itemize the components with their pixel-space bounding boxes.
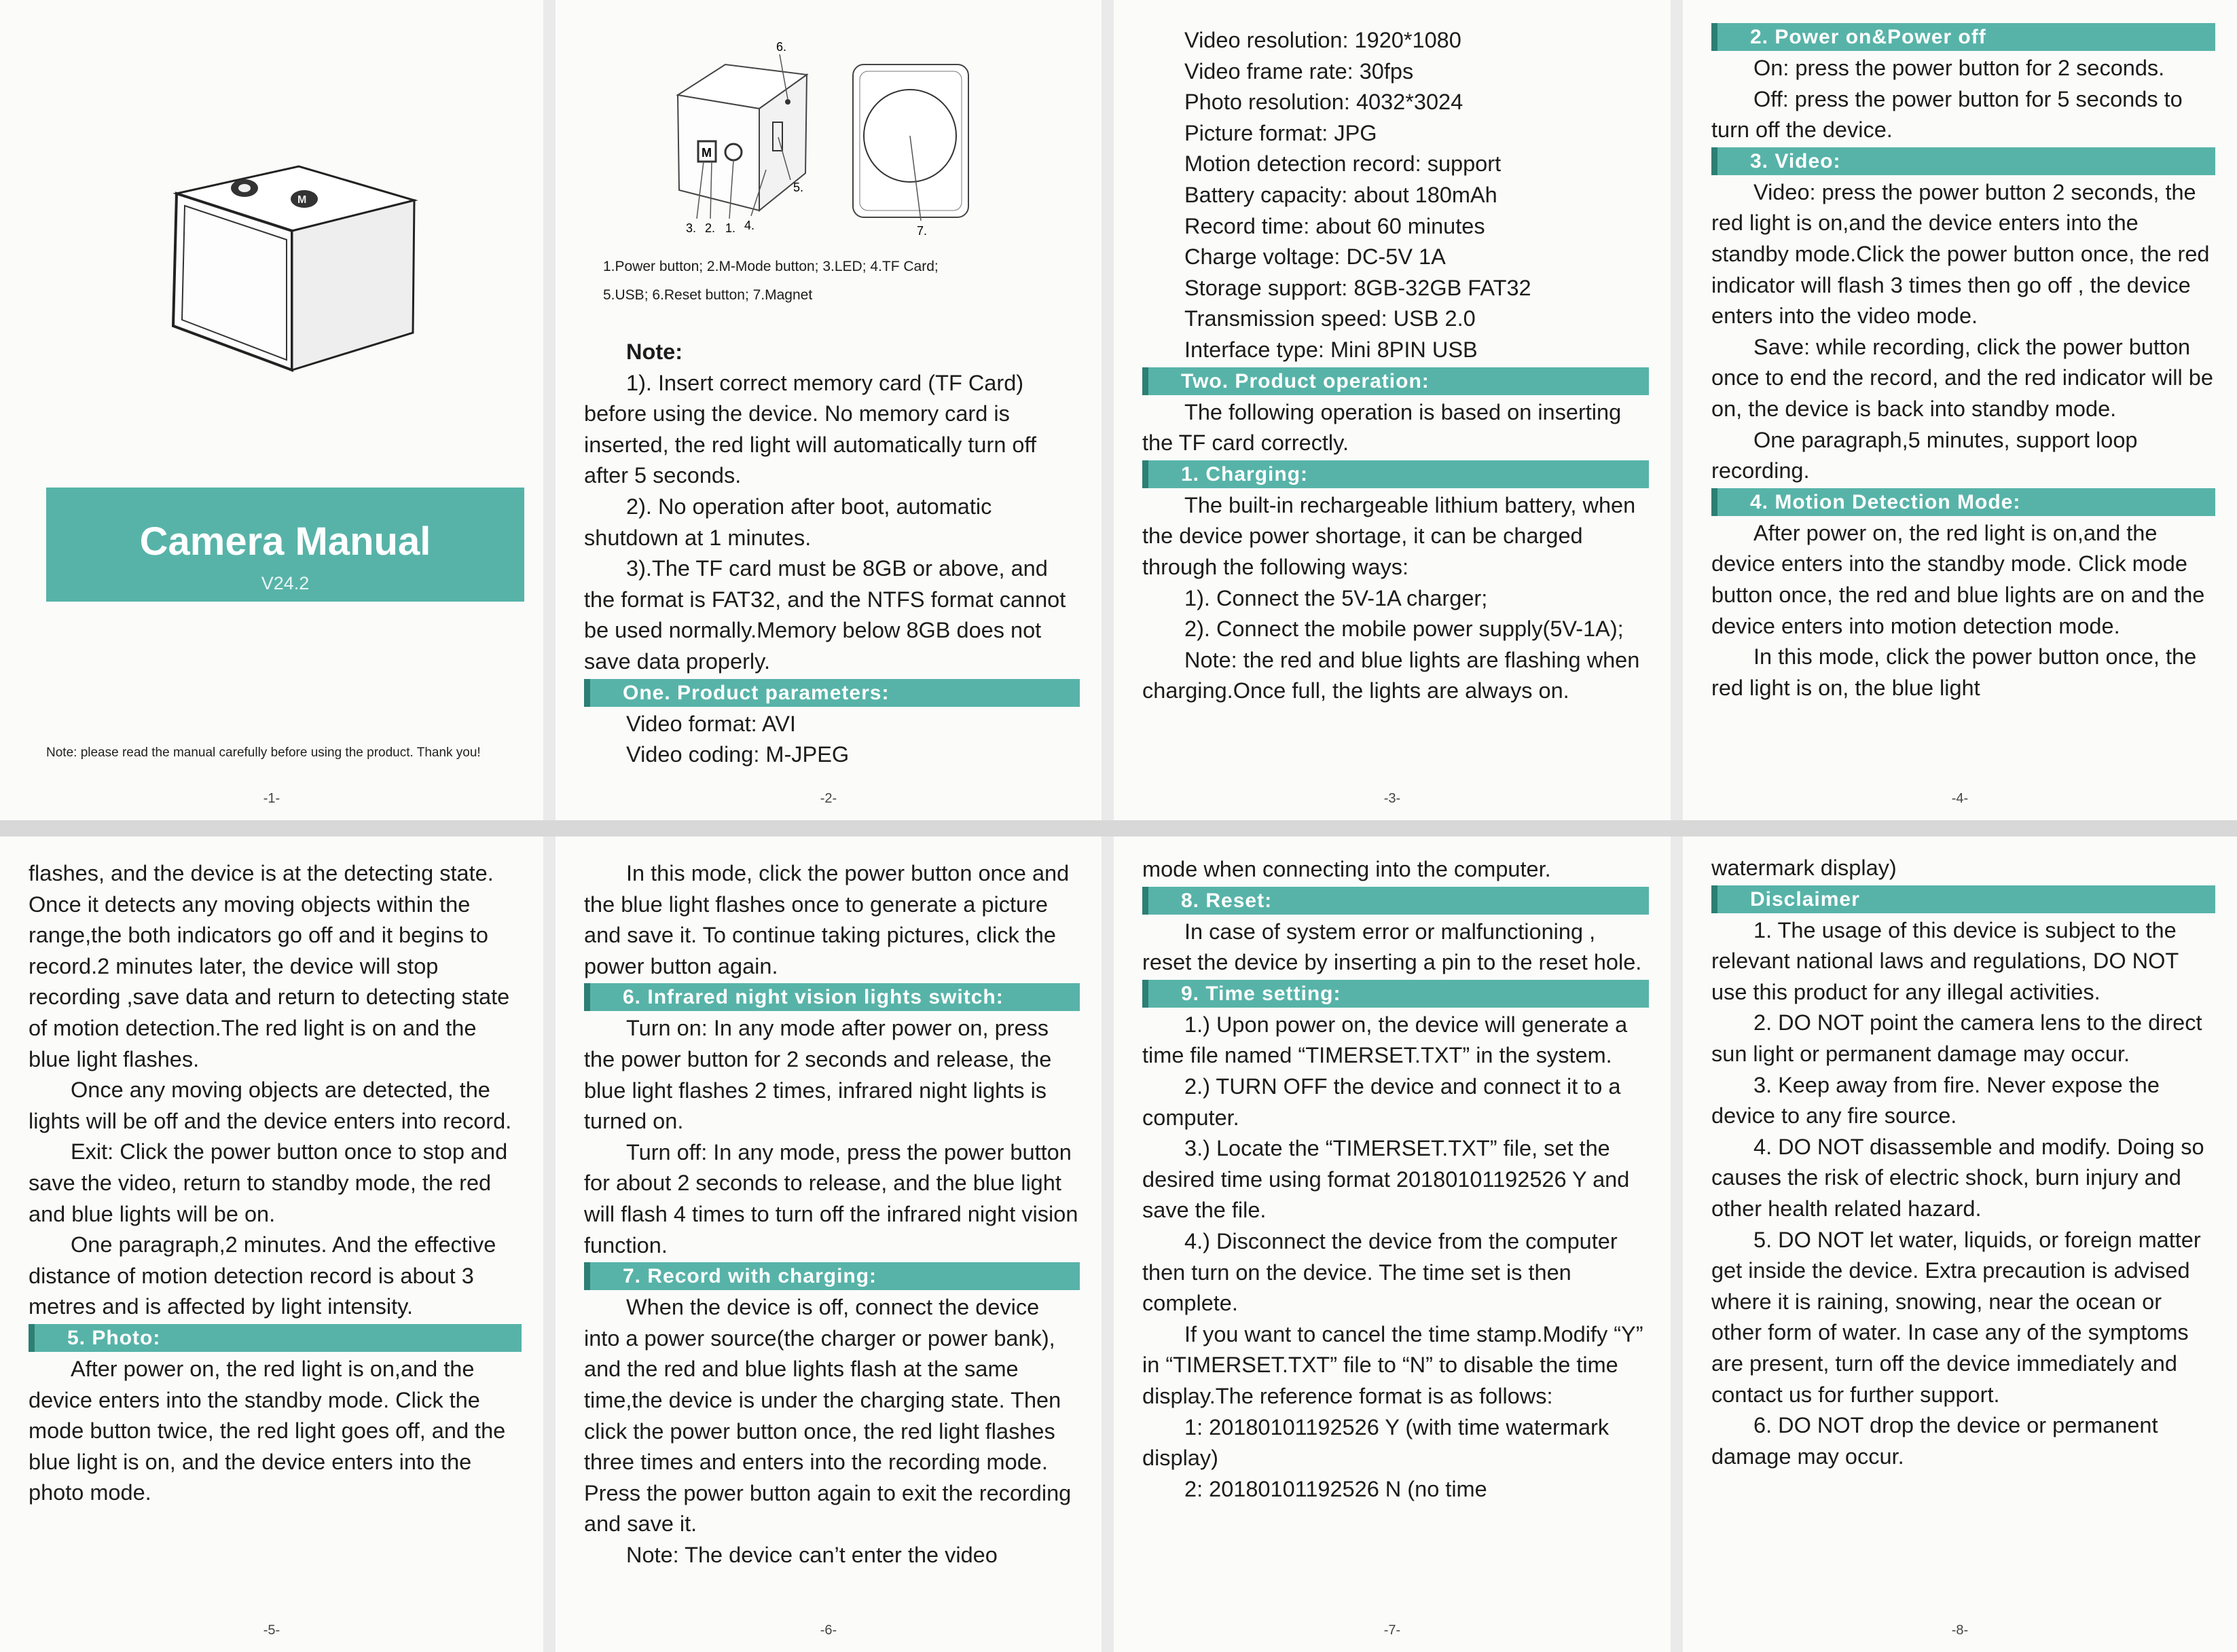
param-item: Video resolution: 1920*1080 — [1184, 28, 1461, 52]
section-heading-charging: 1. Charging: — [1142, 460, 1649, 488]
record-charging-note: Note: The device can’t enter the video — [626, 1542, 998, 1567]
charging-option-1: 1). Connect the 5V-1A charger; — [1184, 585, 1488, 610]
page-number: -6- — [820, 1623, 837, 1638]
section-heading-reset: 8. Reset: — [1142, 887, 1649, 915]
param-item: Picture format: JPG — [1184, 120, 1377, 145]
param-item: Transmission speed: USB 2.0 — [1184, 306, 1476, 331]
svg-text:M: M — [702, 146, 712, 160]
section-heading-time-setting: 9. Time setting: — [1142, 980, 1649, 1008]
page-number: -2- — [820, 791, 837, 806]
time-format-1: 1: 20180101192526 Y (with time watermark display) — [1142, 1414, 1609, 1471]
cover-title-banner — [46, 488, 524, 602]
page-4 — [1683, 0, 2237, 820]
param-item: Motion detection record: support — [1184, 151, 1502, 177]
time-step-3: 3.) Locate the “TIMERSET.TXT” file, set the desired time using format 20180101192526 Y and save the file. — [1142, 1136, 1630, 1223]
page-3-content — [1142, 25, 1649, 707]
motion-text-3: flashes, and the device is at the detecting state. Once it detects any moving objects within the range,the both indicators go off and it begins to record.2 minutes later, the device will stop recording ,save data and return to detecting state of motion detection.The red light is on and the blue light flashes. — [29, 861, 510, 1071]
disclaimer-item: 4. DO NOT disassemble and modify. Doing so causes the risk of electric shock, burn injury and other health related hazard. — [1711, 1134, 2204, 1221]
power-off-text: Off: press the power button for 5 seconds to turn off the device. — [1711, 86, 2183, 143]
param-item: Battery capacity: about 180mAh — [1184, 182, 1497, 207]
page-1-cover — [0, 0, 543, 820]
power-on-text: On: press the power button for 2 seconds. — [1753, 56, 2165, 80]
section-heading-record-charging: 7. Record with charging: — [584, 1262, 1080, 1290]
time-step-2: 2.) TURN OFF the device and connect it to a computer. — [1142, 1073, 1621, 1130]
diagram-caption-line2: 5.USB; 6.Reset button; 7.Magnet — [603, 287, 813, 303]
time-format-2-cont: watermark display) — [1711, 856, 1897, 880]
cover-title: Camera Manual — [139, 519, 431, 564]
motion-text-6: One paragraph,2 minutes. And the effective distance of motion detection record is about 3 metres and is affected by light intensity. — [29, 1232, 496, 1319]
section-heading-product-operation: Two. Product operation: — [1142, 367, 1649, 395]
param-item: Storage support: 8GB-32GB FAT32 — [1184, 275, 1531, 300]
page-7-content — [1142, 854, 1649, 1505]
infrared-on-text: Turn on: In any mode after power on, press the power button for 2 seconds and release, the blue light flashes 2 times, infrared night lights is turned on. — [584, 1016, 1052, 1134]
page-2 — [556, 0, 1102, 820]
video-text-3: One paragraph,5 minutes, support loop recording. — [1711, 427, 2138, 483]
page-5-content — [29, 858, 522, 1509]
page-number: -7- — [1383, 1623, 1401, 1638]
photo-text-2: In this mode, click the power button once and the blue light flashes once to generate a picture and save it. To continue taking pictures, click the power button again. — [584, 861, 1070, 978]
diagram-caption-line1: 1.Power button; 2.M-Mode button; 3.LED; 4.TF Card; — [603, 259, 939, 274]
cover-version: V24.2 — [261, 573, 310, 593]
disclaimer-item: 2. DO NOT point the camera lens to the direct sun light or permanent damage may occur. — [1711, 1010, 2202, 1066]
page-7 — [1114, 837, 1671, 1652]
motion-text-2: In this mode, click the power button once, the red light is on, the blue light — [1711, 644, 2197, 700]
record-charging-text: When the device is off, connect the device into a power source(the charger or power bank), and the red and blue lights flash at the same time,the device is under the charging state. Then click the power button once, the red light flashes three times and enters into the recording mode. Press the power button again to exit the recording and save it. — [584, 1295, 1072, 1537]
page-3 — [1114, 0, 1671, 820]
param-item: Video frame rate: 30fps — [1184, 58, 1414, 84]
time-step-1: 1.) Upon power on, the device will generate a time file named “TIMERSET.TXT” in the system. — [1142, 1012, 1628, 1068]
note-1: 1). Insert correct memory card (TF Card) before using the device. No memory card is inserted, the red light will automatically turn off after 5 seconds. — [584, 370, 1036, 488]
page-4-content — [1711, 22, 2215, 703]
video-text-1: Video: press the power button 2 seconds, the red light is on,and the device enters into the standby mode.Click the power button once, the red indicator will flash 3 times then go off , the device enters into the video mode. — [1711, 179, 2210, 329]
section-heading-motion-detection: 4. Motion Detection Mode: — [1711, 488, 2215, 516]
motion-text-1: After power on, the red light is on,and the device enters into the standby mode. Click mode button once, the red and blue lights are on and the device enters into motion detection mode. — [1711, 520, 2205, 638]
time-cancel-text: If you want to cancel the time stamp.Modify “Y” in “TIMERSET.TXT” file to “N” to disable the time display.The reference format is as follows: — [1142, 1321, 1643, 1408]
page-6 — [556, 837, 1102, 1652]
callout-6: 6. — [776, 40, 787, 54]
page-6-content — [584, 858, 1080, 1571]
param-item: Record time: about 60 minutes — [1184, 213, 1485, 238]
disclaimer-item: 6. DO NOT drop the device or permanent damage may occur. — [1711, 1413, 2158, 1469]
callout-3: 3. — [686, 221, 697, 235]
param-item: Interface type: Mini 8PIN USB — [1184, 337, 1478, 362]
section-heading-infrared: 6. Infrared night vision lights switch: — [584, 983, 1080, 1011]
section-heading-disclaimer: Disclaimer — [1711, 885, 2215, 913]
note-2: 2). No operation after boot, automatic shutdown at 1 minutes. — [584, 494, 992, 550]
device-diagram — [671, 34, 983, 251]
section-heading-photo: 5. Photo: — [29, 1324, 522, 1352]
page-number: -8- — [1951, 1623, 1969, 1638]
page-8-content — [1711, 853, 2215, 1472]
callout-5: 5. — [793, 181, 804, 194]
operation-intro: The following operation is based on inserting the TF card correctly. — [1142, 399, 1622, 456]
callout-1: 1. — [725, 221, 736, 235]
param-video-format: Video format: AVI — [626, 711, 796, 736]
callout-2: 2. — [705, 221, 716, 235]
charging-text: The built-in rechargeable lithium battery, when the device power shortage, it can be charged through the following ways: — [1142, 492, 1636, 579]
section-heading-video: 3. Video: — [1711, 147, 2215, 175]
page-2-content — [584, 337, 1080, 771]
page-5 — [0, 837, 543, 1652]
param-item: Charge voltage: DC-5V 1A — [1184, 244, 1446, 270]
page-8 — [1683, 837, 2237, 1652]
page-number: -3- — [1383, 791, 1401, 806]
charging-option-2: 2). Connect the mobile power supply(5V-1A); — [1184, 617, 1624, 642]
callout-4: 4. — [744, 219, 755, 232]
disclaimer-item: 1. The usage of this device is subject to the relevant national laws and regulations, DO NOT use this product for any illegal activities. — [1711, 917, 2179, 1004]
fold-horizontal — [0, 820, 2237, 837]
diagram-caption — [603, 253, 1088, 310]
reset-text: In case of system error or malfunctioning , reset the device by inserting a pin to the reset hole. — [1142, 919, 1642, 975]
record-charging-note-cont: mode when connecting into the computer. — [1142, 857, 1551, 881]
time-format-2: 2: 20180101192526 N (no time — [1184, 1476, 1487, 1501]
video-text-2: Save: while recording, click the power button once to end the record, and the red indicator will be on, the device is back into standby mode. — [1711, 334, 2213, 421]
time-step-4: 4.) Disconnect the device from the computer then turn on the device. The time set is then complete. — [1142, 1228, 1618, 1316]
motion-text-5: Exit: Click the power button once to stop and save the video, return to standby mode, the red and blue lights will be on. — [29, 1139, 508, 1226]
param-video-coding: Video coding: M-JPEG — [626, 742, 850, 767]
camera-cube-illustration — [156, 153, 428, 377]
disclaimer-item: 3. Keep away from fire. Never expose the device to any fire source. — [1711, 1072, 2160, 1128]
page-number: -4- — [1951, 791, 1969, 806]
page-number: -1- — [263, 791, 280, 806]
callout-7: 7. — [917, 224, 928, 238]
section-heading-power: 2. Power on&Power off — [1711, 23, 2215, 51]
param-item: Photo resolution: 4032*3024 — [1184, 90, 1463, 115]
page-number: -5- — [263, 1623, 280, 1638]
infrared-off-text: Turn off: In any mode, press the power button for about 2 seconds to release, and the blue light will flash 4 times to turn off the infrared night vision function. — [584, 1139, 1078, 1258]
charging-note: Note: the red and blue lights are flashing when charging.Once full, the lights are always on. — [1142, 647, 1640, 703]
motion-text-4: Once any moving objects are detected, the lights will be off and the device enters into record. — [29, 1078, 512, 1133]
section-heading-product-parameters: One. Product parameters: — [584, 679, 1080, 707]
photo-text-1: After power on, the red light is on,and the device enters into the standby mode. Click the mode button twice, the red light goes off, and the blue light is on, and the device enters into the photo mode. — [29, 1356, 506, 1505]
note-title: Note: — [626, 339, 683, 364]
note-3: 3).The TF card must be 8GB or above, and the format is FAT32, and the NTFS format cannot be used normally.Memory below 8GB does not save data properly. — [584, 556, 1066, 674]
svg-text:M: M — [297, 194, 307, 206]
cover-note: Note: please read the manual carefully before using the product. Thank you! — [46, 746, 481, 760]
disclaimer-item: 5. DO NOT let water, liquids, or foreign matter get inside the device. Extra precaution is advised where it is raining, snowing, near the ocean or other form of water. In case any of the symptoms are present, turn off the device immediately and contact us for further support. — [1711, 1227, 2201, 1407]
